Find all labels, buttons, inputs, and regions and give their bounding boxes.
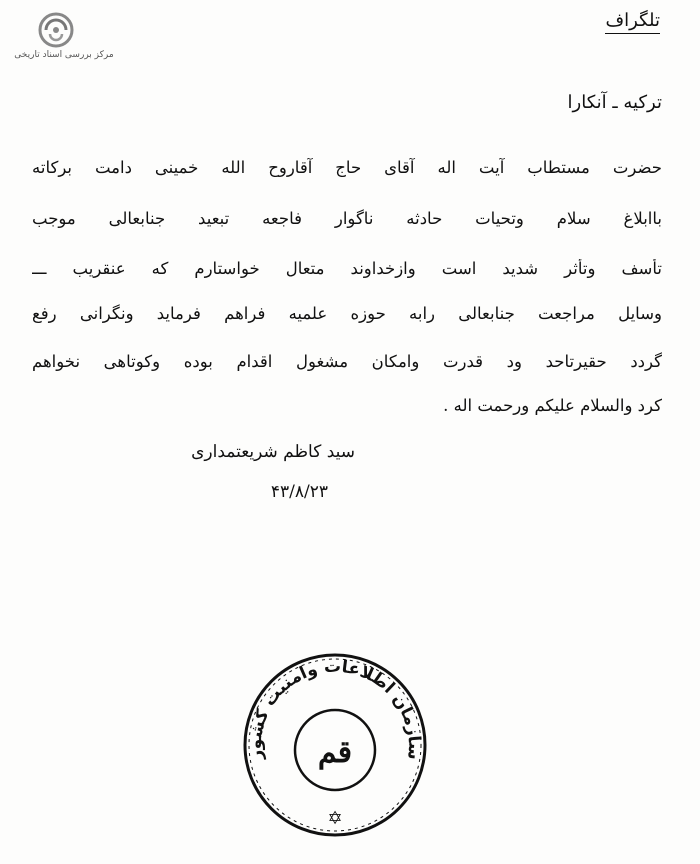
- archive-logo-icon: [38, 12, 74, 48]
- body-line-5: گردد حقیرتاحد ود قدرت وامکان مشغول اقدام بوده وکوتاهی نخواهم: [32, 352, 662, 371]
- seal-star-icon: ✡: [327, 808, 343, 829]
- body-line-1: حضرت مستطاب آیت اله آقای حاج آقاروح الله خمینی دامت برکاته: [32, 158, 662, 177]
- official-seal-stamp: [240, 650, 430, 840]
- archive-logo-text: مرکز بررسی اسناد تاریخی: [14, 50, 114, 60]
- body-line-6: کرد والسلام علیکم ورحمت اله .: [443, 396, 662, 415]
- body-line-3: تأسف وتأثر شدید است وازخداوند متعال خواستارم که عنقریب ـــ: [32, 259, 662, 278]
- seal-center-text: قم: [317, 735, 353, 770]
- seal-outer-text: سازمان اطلاعات وامنیت کشور: [245, 656, 425, 761]
- destination-line: ترکیه ـ آنکارا: [567, 92, 662, 113]
- document-type-heading: تلگراف: [605, 10, 660, 34]
- sender-signature: سید کاظم شریعتمداری: [191, 442, 355, 462]
- body-line-2: باابلاغ سلام وتحیات حادثه ناگوار فاجعه تبعید جنابعالی موجب: [32, 209, 662, 228]
- body-line-4: وسایل مراجعت جنابعالی رابه حوزه علمیه فراهم فرماید ونگرانی رفع: [32, 304, 662, 323]
- telegram-date: ۴۳/۸/۲۳: [270, 482, 328, 502]
- archive-watermark: [8, 6, 120, 66]
